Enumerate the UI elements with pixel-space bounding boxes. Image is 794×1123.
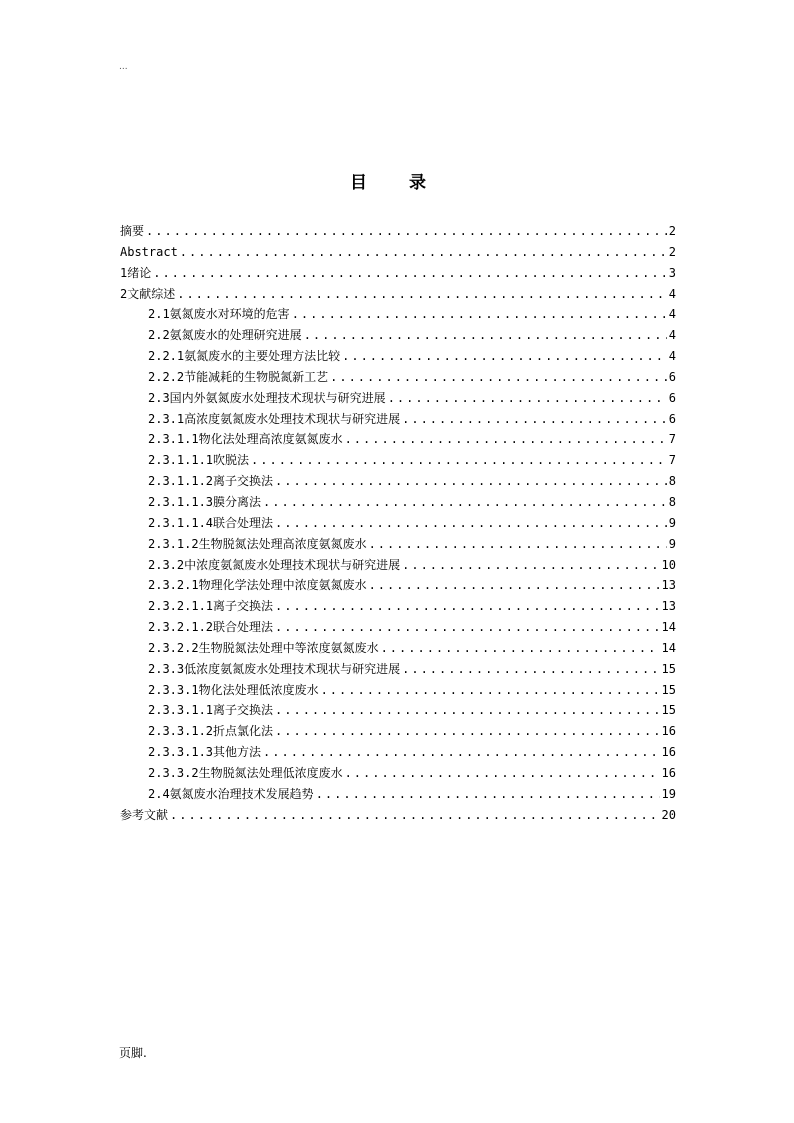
toc-entry[interactable] <box>120 575 676 596</box>
toc-entry[interactable] <box>120 471 676 492</box>
page-title: 目 录 <box>350 173 444 193</box>
toc-entry-page: 2 <box>668 244 676 259</box>
toc-entry-label: 2.3国内外氨氮废水处理技术现状与研究进展 <box>148 390 386 405</box>
toc-entry[interactable] <box>120 325 676 346</box>
toc-entry[interactable] <box>120 784 676 805</box>
toc-entry-page: 6 <box>668 369 676 384</box>
toc-entry-label: 2.3.3.1物化法处理低浓度废水 <box>148 682 319 697</box>
toc-entry-page: 16 <box>661 745 676 760</box>
toc-entry[interactable] <box>120 263 676 284</box>
toc-entry-page: 16 <box>661 765 676 780</box>
toc-entry-page: 13 <box>661 599 676 614</box>
toc-entry-label: 2.3.3.1.2折点氯化法 <box>148 724 274 739</box>
toc-entry[interactable] <box>120 346 676 367</box>
toc-entry-label: 2.3.1.1物化法处理高浓度氨氮废水 <box>148 432 343 447</box>
toc-entry[interactable] <box>120 742 676 763</box>
toc-entry[interactable] <box>120 680 676 701</box>
toc-entry[interactable] <box>120 596 676 617</box>
toc-entry-label: 2.2.1氨氮废水的主要处理方法比较 <box>148 349 341 364</box>
toc-entry[interactable] <box>120 638 676 659</box>
toc-entry[interactable] <box>120 492 676 513</box>
toc-entry-label: 2.3.1.2生物脱氮法处理高浓度氨氮废水 <box>148 536 367 551</box>
toc-entry-label: 2.2氨氮废水的处理研究进展 <box>148 328 302 343</box>
toc-entry-label: 2.3.3低浓度氨氮废水处理技术现状与研究进展 <box>148 661 401 676</box>
toc-entry-page: 8 <box>668 474 676 489</box>
toc-leader-dots <box>402 409 667 430</box>
toc-entry-page: 8 <box>668 494 676 509</box>
toc-entry-page: 7 <box>668 453 676 468</box>
toc-leader-dots <box>170 805 660 826</box>
toc-leader-dots <box>345 763 660 784</box>
table-of-contents <box>120 221 676 825</box>
toc-entry-page: 15 <box>661 661 676 676</box>
toc-entry[interactable] <box>120 659 676 680</box>
toc-entry-label: 2.3.2.1.2联合处理法 <box>148 620 274 635</box>
toc-entry-label: 参考文献 <box>120 807 169 822</box>
toc-entry-label: 1绪论 <box>120 265 152 280</box>
toc-entry-page: 13 <box>661 578 676 593</box>
toc-leader-dots <box>345 429 667 450</box>
toc-entry-label: 2.3.3.1.3其他方法 <box>148 745 262 760</box>
toc-entry-page: 2 <box>668 224 676 238</box>
toc-leader-dots <box>381 638 660 659</box>
toc-leader-dots <box>292 304 667 325</box>
toc-entry[interactable] <box>120 388 676 409</box>
toc-entry-label: 2.3.3.2生物脱氮法处理低浓度废水 <box>148 765 343 780</box>
toc-leader-dots <box>402 555 659 576</box>
toc-entry[interactable] <box>120 555 676 576</box>
toc-leader-dots <box>275 617 660 638</box>
toc-leader-dots <box>369 575 660 596</box>
toc-entry-page: 10 <box>661 557 676 572</box>
toc-entry-label: 2.3.2中浓度氨氮废水处理技术现状与研究进展 <box>148 557 401 572</box>
toc-leader-dots <box>153 263 667 284</box>
toc-entry[interactable] <box>120 617 676 638</box>
toc-entry-label: 2.2.2节能减耗的生物脱氮新工艺 <box>148 369 329 384</box>
toc-entry[interactable] <box>120 805 676 826</box>
toc-entry-label: 2.3.1.1.1吹脱法 <box>148 453 250 468</box>
toc-entry-label: 2.3.2.1.1离子交换法 <box>148 599 274 614</box>
toc-entry-page: 16 <box>661 724 676 739</box>
toc-leader-dots <box>263 492 667 513</box>
toc-entry-label: 2.3.3.1.1离子交换法 <box>148 703 274 718</box>
toc-entry[interactable] <box>120 367 676 388</box>
toc-entry-page: 14 <box>661 620 676 635</box>
toc-entry-page: 4 <box>668 349 676 364</box>
header-mark: ... <box>119 62 128 72</box>
toc-entry[interactable] <box>120 304 676 325</box>
toc-entry-page: 6 <box>668 390 676 405</box>
toc-entry[interactable] <box>120 242 676 263</box>
toc-leader-dots <box>177 284 667 305</box>
toc-entry-page: 4 <box>668 286 676 301</box>
toc-entry-label: 2.1氨氮废水对环境的危害 <box>148 307 290 322</box>
toc-leader-dots <box>321 680 660 701</box>
toc-entry[interactable] <box>120 450 676 471</box>
toc-entry[interactable] <box>120 221 676 242</box>
toc-entry-page: 4 <box>668 328 676 343</box>
toc-entry-label: 2.4氨氮废水治理技术发展趋势 <box>148 786 314 801</box>
toc-leader-dots <box>342 346 667 367</box>
toc-leader-dots <box>275 471 667 492</box>
toc-entry-label: 2.3.2.2生物脱氮法处理中等浓度氨氮废水 <box>148 640 379 655</box>
toc-entry-page: 4 <box>668 307 676 322</box>
toc-entry-page: 9 <box>668 515 676 530</box>
toc-entry-page: 7 <box>668 432 676 447</box>
toc-entry[interactable] <box>120 284 676 305</box>
toc-entry[interactable] <box>120 429 676 450</box>
toc-entry-label: 2.3.1高浓度氨氮废水处理技术现状与研究进展 <box>148 411 401 426</box>
toc-entry-page: 14 <box>661 640 676 655</box>
toc-entry-page: 19 <box>661 786 676 801</box>
toc-entry-label: 2.3.2.1物理化学法处理中浓度氨氮废水 <box>148 578 367 593</box>
toc-leader-dots <box>275 700 660 721</box>
toc-entry-page: 15 <box>661 682 676 697</box>
toc-entry-label: 2.3.1.1.3膜分离法 <box>148 494 262 509</box>
toc-entry-page: 15 <box>661 703 676 718</box>
toc-entry-label: 摘要 <box>120 224 145 238</box>
toc-entry-page: 3 <box>668 265 676 280</box>
footer-text: 页脚. <box>119 1046 147 1060</box>
toc-leader-dots <box>316 784 660 805</box>
toc-leader-dots <box>369 534 667 555</box>
toc-leader-dots <box>275 513 667 534</box>
toc-leader-dots <box>146 221 667 242</box>
toc-leader-dots <box>251 450 667 471</box>
toc-entry[interactable] <box>120 700 676 721</box>
toc-entry-label: 2.3.1.1.4联合处理法 <box>148 515 274 530</box>
toc-entry-page: 9 <box>668 536 676 551</box>
toc-leader-dots <box>304 325 667 346</box>
toc-leader-dots <box>275 721 660 742</box>
toc-entry-page: 20 <box>661 807 676 822</box>
toc-leader-dots <box>402 659 659 680</box>
toc-entry-label: 2文献综述 <box>120 286 176 301</box>
toc-entry[interactable] <box>120 513 676 534</box>
toc-entry[interactable] <box>120 409 676 430</box>
toc-entry[interactable] <box>120 534 676 555</box>
toc-entry[interactable] <box>120 721 676 742</box>
toc-leader-dots <box>263 742 660 763</box>
toc-leader-dots <box>388 388 667 409</box>
toc-leader-dots <box>330 367 667 388</box>
toc-entry-label: 2.3.1.1.2离子交换法 <box>148 474 274 489</box>
toc-leader-dots <box>180 242 667 263</box>
toc-entry-label: Abstract <box>120 244 178 259</box>
toc-leader-dots <box>275 596 660 617</box>
toc-entry-page: 6 <box>668 411 676 426</box>
toc-entry[interactable] <box>120 763 676 784</box>
